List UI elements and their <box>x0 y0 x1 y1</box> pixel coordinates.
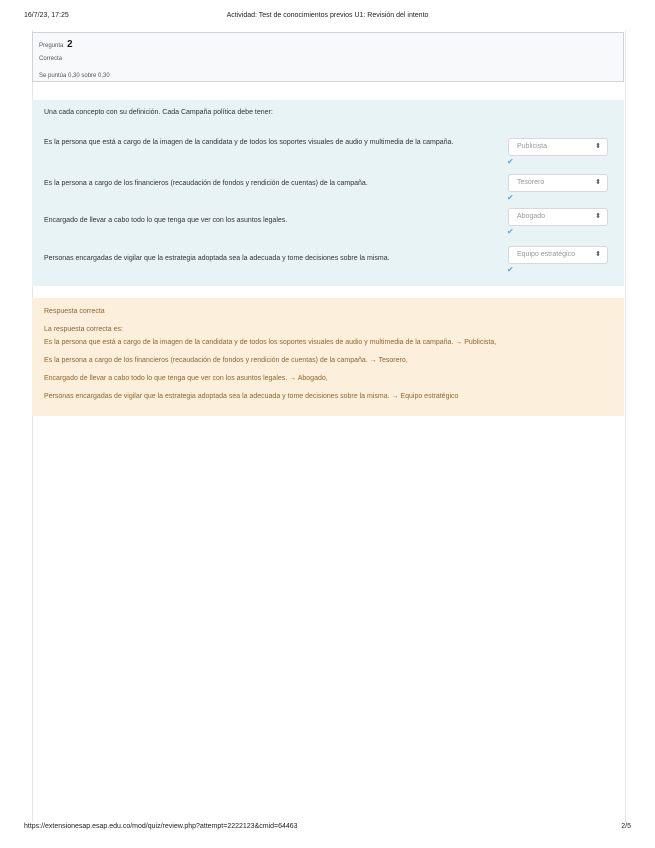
print-title: Actividad: Test de conocimientos previos U1: Revisión del intento <box>226 12 429 19</box>
answer-value: Tesorero <box>517 179 545 186</box>
feedback-line: Es la persona a cargo de los financieros (recaudación de fondos y rendición de cuentas) de la campaña. → Tesorero, <box>44 357 408 364</box>
answer-select[interactable] <box>508 174 608 192</box>
question-text: Una cada concepto con su definición. Cada Campaña política debe tener: <box>44 109 273 116</box>
feedback-heading: Respuesta correcta <box>44 308 105 315</box>
answer-select[interactable] <box>508 138 608 156</box>
question-formulation <box>32 100 624 286</box>
match-prompt: Es la persona a cargo de los financieros (recaudación de fondos y rendición de cuentas) de la campaña. <box>44 180 368 187</box>
question-grade: Se puntúa 0,30 sobre 0,30 <box>39 73 110 79</box>
match-prompt: Es la persona que está a cargo de la imagen de la candidata y de todos los soportes visuales de audio y multimedia de la campaña. <box>44 139 454 146</box>
page-number: 2/5 <box>621 823 631 830</box>
feedback-intro: La respuesta correcta es: <box>44 326 123 333</box>
feedback-line: Es la persona que está a cargo de la imagen de la candidata y de todos los soportes visuales de audio y multimedia de la campaña. → Publicista, <box>44 339 497 346</box>
right-answer-feedback <box>32 298 624 416</box>
answer-select[interactable] <box>508 208 608 226</box>
question-label: Pregunta <box>39 43 64 49</box>
correct-check-icon: ✔ <box>507 157 514 166</box>
correct-check-icon: ✔ <box>507 227 514 236</box>
print-url: https://extensionesap.esap.edu.co/mod/quiz/review.php?attempt=2222123&cmid=64463 <box>24 823 298 830</box>
feedback-line: Encargado de llevar a cabo todo lo que tenga que ver con los asuntos legales. → Abogado, <box>44 375 328 382</box>
print-header <box>0 9 655 23</box>
match-prompt: Personas encargadas de vigilar que la estrategia adoptada sea la adecuada y tome decisiones sobre la misma. <box>44 255 390 262</box>
question-state: Correcta <box>39 56 63 62</box>
select-arrow-icon: ⬍ <box>595 143 601 150</box>
correct-check-icon: ✔ <box>507 265 514 274</box>
question-info <box>32 32 624 82</box>
answer-value: Abogado <box>517 213 546 220</box>
print-footer <box>0 822 655 834</box>
select-arrow-icon: ⬍ <box>595 179 601 186</box>
answer-select[interactable] <box>508 246 608 264</box>
correct-check-icon: ✔ <box>507 193 514 202</box>
print-datetime: 16/7/23, 17:25 <box>24 12 69 19</box>
select-arrow-icon: ⬍ <box>595 213 601 220</box>
feedback-line: Personas encargadas de vigilar que la estrategia adoptada sea la adecuada y tome decisiones sobre la misma. → Equipo estratégico <box>44 393 459 400</box>
question-number <box>39 39 73 50</box>
select-arrow-icon: ⬍ <box>595 251 601 258</box>
match-prompt: Encargado de llevar a cabo todo lo que tenga que ver con los asuntos legales. <box>44 217 288 224</box>
answer-value: Publicista <box>517 143 547 150</box>
question-number-value: 2 <box>67 39 73 50</box>
answer-value: Equipo estratégico <box>517 251 575 258</box>
